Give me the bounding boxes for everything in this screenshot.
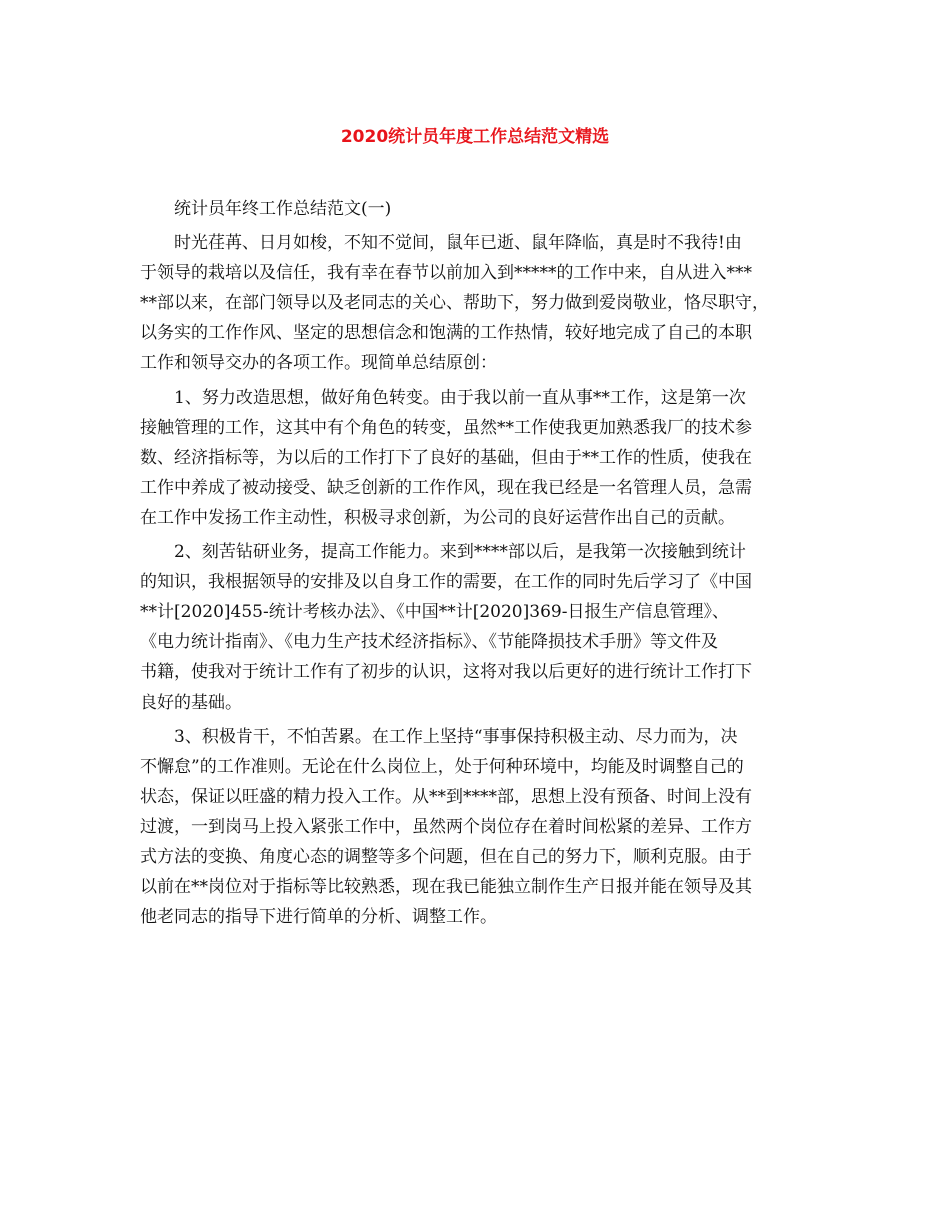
text-line: 以前在**岗位对于指标等比较熟悉，现在我已能独立制作生产日报并能在领导及其 (140, 877, 752, 898)
text-line: 《电力统计指南》、《电力生产技术经济指标》、《节能降损技术手册》等文件及 (140, 632, 718, 653)
text-line: 1、努力改造思想，做好角色转变。由于我以前一直从事**工作，这是第一次 (174, 387, 746, 408)
text-line: **计[2020]455-统计考核办法》、《中国**计[2020]369-日报生产信息管理》、 (140, 602, 729, 623)
text-line: 不懈怠”的工作准则。无论在什么岗位上，处于何种环境中，均能及时调整自己的 (140, 756, 744, 777)
text-line: 时光荏苒、日月如梭，不知不觉间，鼠年已逝、鼠年降临，真是时不我待!由 (174, 233, 742, 254)
text-line: 书籍，使我对于统计工作有了初步的认识，这将对我以后更好的进行统计工作打下 (140, 662, 752, 683)
text-line: 他老同志的指导下进行简单的分析、调整工作。 (140, 907, 497, 928)
text-line: **部以来，在部门领导以及老同志的关心、帮助下，努力做到爱岗敬业，恪尽职守， (140, 293, 769, 314)
text-line: 的知识，我根据领导的安排及以自身工作的需要，在工作的同时先后学习了《中国 (140, 572, 752, 593)
document-title: 2020统计员年度工作总结范文精选 (340, 127, 610, 147)
text-line: 过渡，一到岗马上投入紧张工作中，虽然两个岗位存在着时间松紧的差异、工作方 (140, 816, 752, 837)
text-line: 2、刻苦钻研业务，提高工作能力。来到****部以后，是我第一次接触到统计 (174, 542, 746, 563)
text-line: 接触管理的工作，这其中有个角色的转变，虽然**工作使我更加熟悉我厂的技术参 (140, 417, 752, 438)
document-body (140, 194, 822, 932)
text-line: 统计员年终工作总结范文(一) (174, 199, 392, 219)
text-line: 工作和领导交办的各项工作。现简单总结原创： (140, 353, 497, 374)
text-line: 良好的基础。 (140, 692, 242, 713)
text-line: 式方法的变换、角度心态的调整等多个问题，但在自己的努力下，顺利克服。由于 (140, 846, 752, 867)
text-line: 数、经济指标等，为以后的工作打下了良好的基础，但由于**工作的性质，使我在 (140, 447, 752, 468)
text-line: 在工作中发扬工作主动性，积极寻求创新，为公司的良好运营作出自己的贡献。 (140, 507, 735, 528)
text-line: 以务实的工作作风、坚定的思想信念和饱满的工作热情，较好地完成了自己的本职 (140, 323, 752, 344)
text-line: 状态，保证以旺盛的精力投入工作。从**到****部，思想上没有预备、时间上没有 (140, 786, 752, 807)
text-line: 3、积极肯干，不怕苦累。在工作上坚持“事事保持积极主动、尽力而为，决 (174, 726, 738, 747)
text-line: 工作中养成了被动接受、缺乏创新的工作作风，现在我已经是一名管理人员，急需 (140, 477, 752, 498)
text-line: 于领导的栽培以及信任，我有幸在春节以前加入到*****的工作中来，自从进入*** (140, 263, 752, 284)
